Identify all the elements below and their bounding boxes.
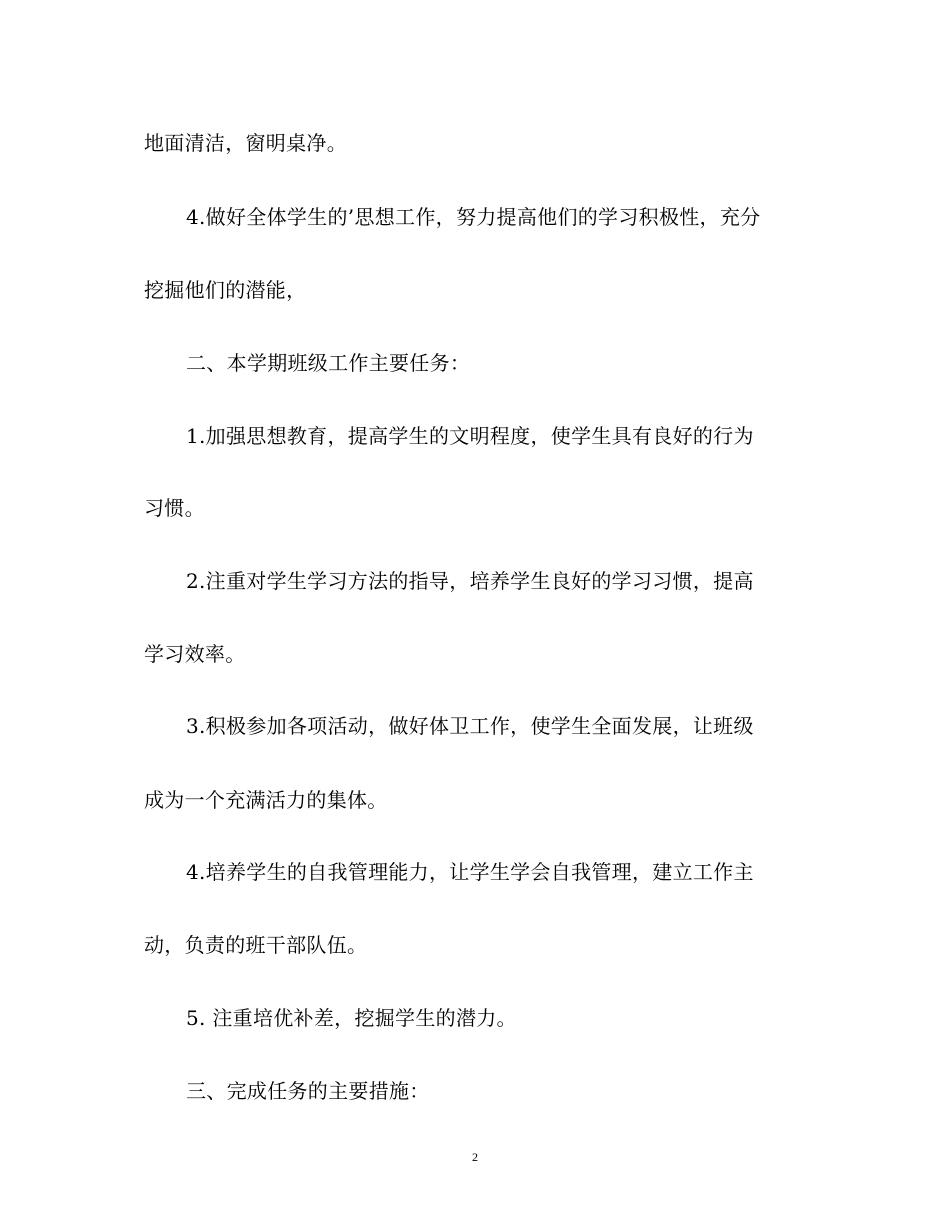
body-text-line: 成为一个充满活力的集体。	[144, 788, 388, 812]
list-item-text: 4.培养学生的自我管理能力，让学生学会自我管理，建立工作主	[186, 860, 754, 884]
list-item-text: 5. 注重培优补差，挖掘学生的潜力。	[186, 1006, 517, 1030]
body-text-line: 习惯。	[144, 496, 205, 520]
list-item-text: 1.加强思想教育，提高学生的文明程度，使学生具有良好的行为	[186, 424, 754, 448]
body-text-line: 动，负责的班干部队伍。	[144, 933, 368, 957]
body-text-line: 地面清洁，窗明桌净。	[144, 131, 347, 155]
body-text-line: 学习效率。	[144, 642, 246, 666]
section-heading: 三、完成任务的主要措施：	[186, 1079, 430, 1103]
section-heading: 二、本学期班级工作主要任务：	[186, 351, 471, 375]
body-text-line: 挖掘他们的潜能，	[144, 278, 307, 302]
list-item-text: 4.做好全体学生的’思想工作，努力提高他们的学习积极性，充分	[186, 205, 761, 229]
list-item-text: 2.注重对学生学习方法的指导，培养学生良好的学习习惯，提高	[186, 569, 754, 593]
page-number: 2	[472, 1150, 478, 1164]
list-item-text: 3.积极参加各项活动，做好体卫工作，使学生全面发展，让班级	[186, 714, 754, 738]
